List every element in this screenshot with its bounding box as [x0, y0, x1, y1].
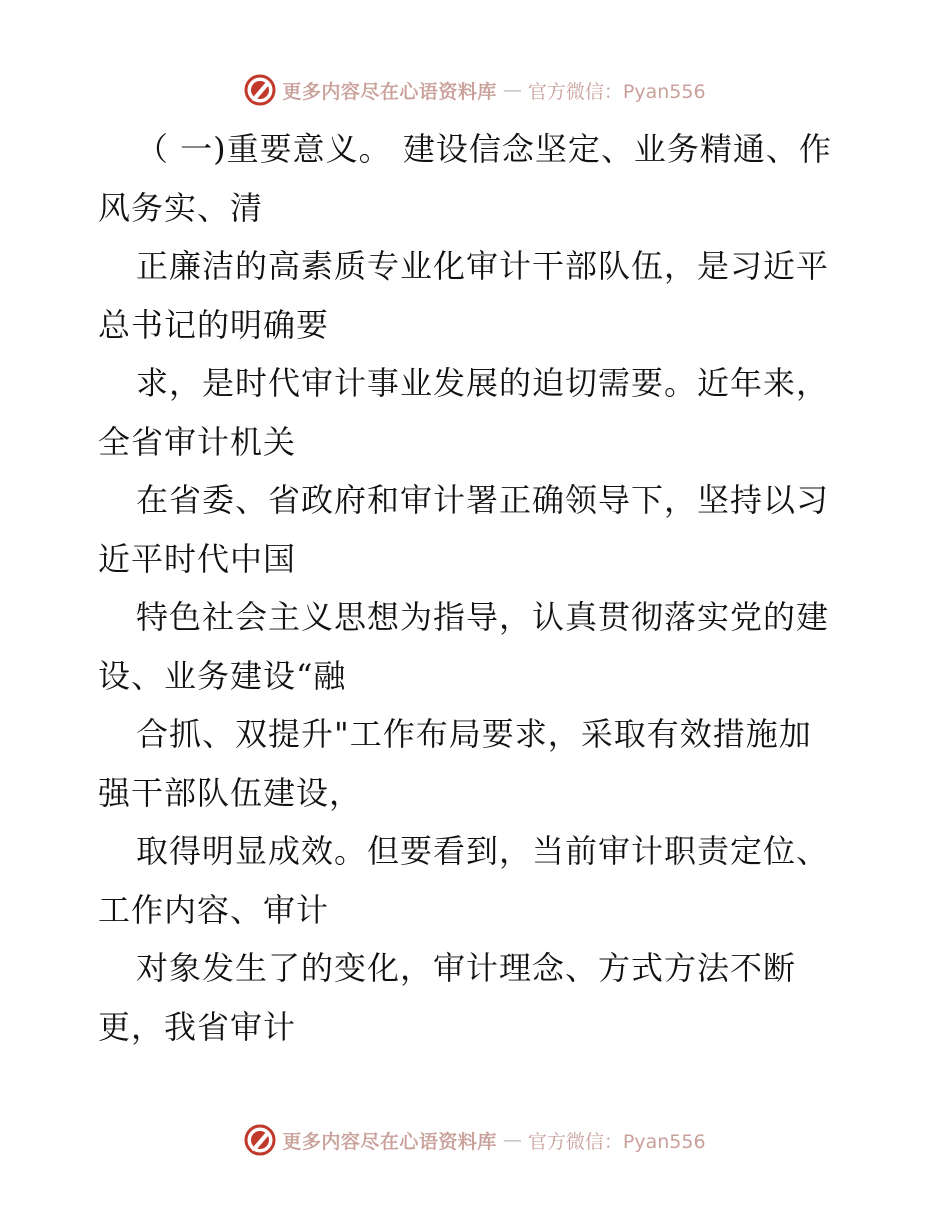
- body-line: （ 一)重要意义。 建设信念坚定、业务精通、作: [136, 130, 832, 168]
- body-line: 风务实、清: [98, 188, 264, 227]
- body-line: 正廉洁的高素质专业化审计干部队伍，是习近平: [136, 247, 830, 285]
- body-line: 特色社会主义思想为指导，认真贯彻落实党的建: [136, 598, 830, 636]
- body-line: 工作内容、审计: [98, 890, 330, 929]
- footer-watermark: [0, 1120, 950, 1160]
- body-line: 求，是时代审计事业发展的迫切需要。近年来，: [136, 364, 830, 402]
- body-line: 全省审计机关: [98, 422, 297, 461]
- watermark-dash: —: [502, 79, 522, 101]
- pen-logo-icon: [244, 74, 276, 106]
- header-watermark: [0, 70, 950, 110]
- pen-logo-icon: [244, 1124, 276, 1156]
- body-line: 对象发生了的变化，审计理念、方式方法不断: [136, 949, 797, 987]
- watermark-main-text: 更多内容尽在心语资料库: [282, 80, 497, 103]
- body-line: 近平时代中国: [98, 539, 297, 578]
- body-line: 合抓、双提升"工作布局要求，采取有效措施加: [136, 715, 812, 753]
- watermark-sub-text: 官方微信：Pyan556: [527, 1130, 706, 1153]
- body-line: 取得明显成效。但要看到，当前审计职责定位、: [136, 832, 830, 870]
- body-line: 总书记的明确要: [98, 305, 330, 344]
- body-line: 设、业务建设“融: [98, 656, 347, 695]
- watermark-main-text: 更多内容尽在心语资料库: [282, 1130, 497, 1153]
- body-line: 强干部队伍建设，: [98, 773, 363, 812]
- document-body: [98, 120, 858, 1056]
- body-line: 在省委、省政府和审计署正确领导下，坚持以习: [136, 481, 830, 519]
- watermark-sub-text: 官方微信：Pyan556: [527, 80, 706, 103]
- body-line: 更，我省审计: [98, 1007, 297, 1046]
- watermark-dash: —: [502, 1129, 522, 1151]
